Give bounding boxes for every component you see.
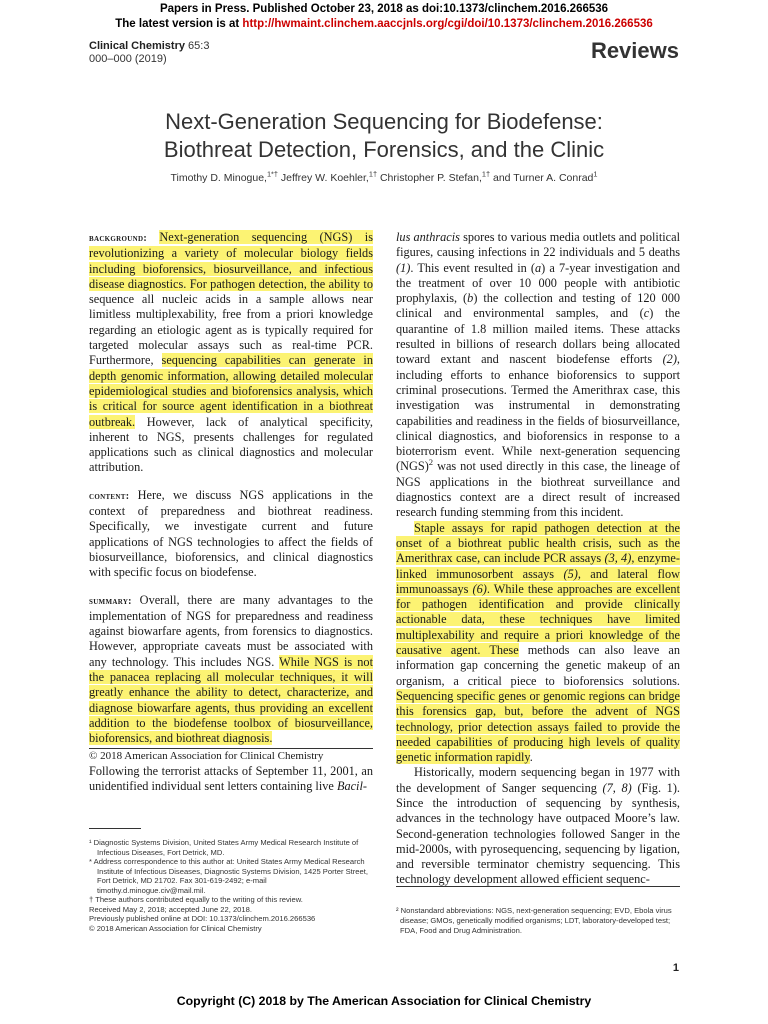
press-banner-line2 [0,17,768,32]
journal-name: Clinical Chemistry [89,40,185,52]
body-text: spores to various media outlets and political figures, causing infections in 22 individuals and 5 deaths [396,230,680,260]
author-affiliation-mark: 1† [481,169,491,179]
article-title-line2: Biothreat Detection, Forensics, and the Clinic [163,137,605,162]
summary-label: summary: [89,595,132,607]
highlight: While NGS is not the panacea replacing all molecular techniques, it will greatly enhance the ability to detect, characterize, and diagnose biowarfare agents, thus providing an excellent addition to the biodefense toolbox of biosurveillance, bioforensics, and biothreat diagnosis. [89,654,373,746]
author-affiliation-mark: 1*† [266,169,278,179]
highlight: Sequencing specific genes or genomic regions can bridge this forensics gap, but, before the advent of NGS technology, prior detection assays failed to provide the needed capabilities of producing high levels of quality genetic information rapidly [396,688,680,765]
abstract-background [89,230,373,476]
body-paragraph [396,230,680,521]
footnote-divider-right [396,886,680,887]
copyright-footer: Copyright (C) 2018 by The American Association for Clinical Chemistry [176,994,592,1008]
footnote-received: Received May 2, 2018; accepted June 22, 2018. [89,904,252,914]
highlight: , enzyme-linked immunosorbent assays [396,551,680,581]
italic-text: lus anthracis [396,230,460,244]
citation: (1) [396,260,411,275]
body-text: ) the quarantine of 1.8 million mailed items. These attacks resulted in billions of research dollars being allocated toward extant and nascent biodefense efforts [396,306,680,367]
footnote-abbreviations: ² Nonstandard abbreviations: NGS, next-generation sequencing; EVD, Ebola virus disease; GMOs, genetically modified organisms; LDT, laboratory-developed test; FDA, Food and Drug Administration. [396,906,672,935]
highlight: , and lateral flow immunoassays [396,566,681,596]
body-text: methods can also leave an information gap concerning the genetic makeup of an organism, a critical piece to bioforensics solutions. [396,643,680,688]
abstract-text: Here, we discuss NGS applications in the context of preparedness and biothreat readiness. Specifically, we investigate current and future applications of NGS technologies to affect the fields of biosurveillance, bioforensics, and clinical diagnostics with specific focus on biodefense. [89,487,373,580]
abstract-summary [89,593,373,747]
footnote-copyright: © 2018 American Association for Clinical Chemistry [89,923,262,933]
journal-info [89,40,209,66]
body-text: Historically, modern sequencing began in 1977 with the development of Sanger sequencing [396,765,680,795]
abstract-content [89,488,373,581]
abstract-divider [89,748,373,749]
body-text: . This event resulted in ( [410,260,535,275]
abstract-copyright: © 2018 American Association for Clinical Chemistry [89,749,324,762]
article-title [80,108,688,164]
latest-version-link[interactable]: http://hwmaint.clinchem.aaccjnls.org/cgi/doi/10.1373/clinchem.2016.266536 [242,18,653,30]
intro-italic: Bacil- [336,779,367,794]
italic-text: a [535,260,542,275]
affiliation-footnotes [89,838,377,933]
press-banner-line1: Papers in Press. Published October 23, 2018 as doi:10.1373/clinchem.2016.266536 [159,3,609,15]
author-name: Jeffrey W. Koehler, [278,172,369,184]
author-name: Christopher P. Stefan, [377,172,482,184]
author-affiliation-mark: 1 [593,169,598,179]
journal-volume: 65:3 [184,40,210,52]
press-banner [0,2,768,32]
italic-text: c [643,306,650,321]
background-label: background: [89,233,147,244]
body-text: (Fig. 1). Since the introduction of sequencing by synthesis, advances in the technology have outpaced Moore’s law. Second-generation technologies followed Sanger in the mid-2000s, with pyrosequencing, sequencing by ligation, and reversible terminator chemistry sequencing. This technology development allowed efficient sequenc- [396,780,680,887]
body-text: , including efforts to enhance bioforensics to support criminal prosecutions. Termed the Amerithrax case, this investigation was instrumental in demonstrating capabilities and readiness in the fields of biosurveillance, clinical diagnostics, and bioforensics in response to a bioterrorism event. While next-generation sequencing (NGS) [396,352,680,474]
footnote-divider [89,828,141,829]
footnote-affiliation: ¹ Diagnostic Systems Division, United States Army Medical Research Institute of Infectious Diseases, Fort Detrick, MD. [89,838,359,857]
footnote-equal-contribution: † These authors contributed equally to the writing of this review. [89,895,303,904]
intro-paragraph [89,764,373,795]
author-affiliation-mark: 1† [368,169,378,179]
footnote-mark: 2 [428,457,434,468]
highlight: sequencing capabilities can generate in depth genomic information, allowing detailed molecular epidemiological studies and bioforensics analysis, which is critical for source agent identification in a biothreat outbreak. [89,353,373,429]
footnote-correspondence: * Address correspondence to this author at: United States Army Medical Research Institute of Infectious Diseases, Diagnostic Systems Division, 1425 Porter Street, Fort Detrick, MD 21702. Fax 301-619-2492; e-mail timothy.d.minogue.civ@mail.mil. [89,857,368,895]
footnote-published: Previously published online at DOI: 10.1373/clinchem.2016.266536 [89,914,316,923]
citation: (3, 4) [604,551,632,566]
latest-version-label: The latest version is at [115,18,243,30]
section-label: Reviews [590,38,679,63]
body-text: ) the collection and testing of 120 000 clinical and environmental samples, and ( [396,291,680,321]
page-number: 1 [672,962,679,974]
highlight: Next-generation sequencing (NGS) is revolutionizing a variety of molecular biology fields including bioforensics, biosurveillance, and infectious disease diagnostics. For pathogen detection, the ability to [89,230,373,291]
article-title-line1: Next-Generation Sequencing for Biodefense: [165,109,603,134]
author-name: Timothy D. Minogue, [170,172,267,184]
body-paragraph [396,521,680,766]
citation: (2) [662,352,677,367]
abstract [89,230,373,764]
body-paragraph [396,765,680,887]
body-text: . [529,750,533,765]
highlight: Staple assays for rapid pathogen detection at the onset of a biothreat public health crisis, such as the Amerithrax case, can include PCR assays [396,520,680,566]
intro-text: Following the terrorist attacks of September 11, 2001, an unidentified individual sent letters containing live [89,764,373,794]
highlight: . While these approaches are excellent for pathogen identification and provide clinically actionable data, these techniques have limited multiplexability and require a priori knowledge of the causative agent. These [396,581,680,658]
content-label: content: [89,490,130,502]
italic-text: b [467,291,474,306]
citation: (7, 8) [602,780,632,795]
abstract-text: Overall, there are many advantages to the implementation of NGS for preparedness and readiness against biowarfare agents, from forensics to diagnostics. However, appropriate caveats must be associated with any technology. This includes NGS. [89,592,373,669]
body-text-right [396,230,680,888]
author-name: and Turner A. Conrad [490,172,594,184]
abstract-text: However, lack of analytical specificity, inherent to NGS, presents challenges for regulated applications such as clinical diagnostics and molecular attribution. [89,414,373,475]
body-text: was not used directly in this case, the lineage of NGS applications in the biothreat surveillance and diagnostics context are a direct result of increased research funding stemming from this incident. [396,459,680,520]
abbreviation-footnote [396,906,680,935]
citation: (6) [472,581,487,596]
body-text: ) a 7-year investigation and the treatment of over 10 000 people with antibiotic prophylaxis, ( [396,260,680,306]
citation: (5) [563,566,578,581]
journal-pages: 000–000 (2019) [89,53,167,65]
author-list [80,169,688,184]
abstract-text: sequence all nucleic acids in a sample allows near limitless multiplexability, free from a priori knowledge regarding an etiologic agent as is typically required for targeted molecular assays such as real-time PCR. Furthermore, [89,292,373,368]
